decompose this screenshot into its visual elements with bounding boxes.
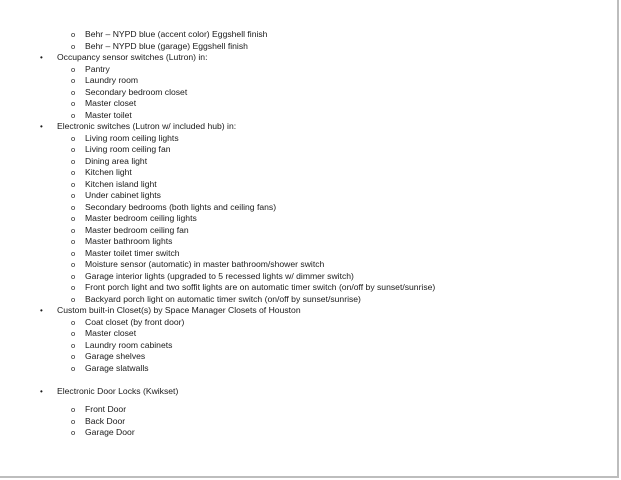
bullet-icon: •	[40, 122, 43, 131]
list-item: o Pantry	[71, 63, 110, 74]
list-item: o Kitchen island light	[71, 178, 157, 189]
hollow-circle-bullet-icon: o	[71, 99, 76, 108]
list-item: o Secondary bedroom closet	[71, 86, 188, 97]
hollow-circle-bullet-icon: o	[71, 225, 76, 235]
list-item: o Garage slatwalls	[71, 362, 149, 373]
hollow-circle-bullet-icon: o	[71, 237, 76, 246]
list-item: o Coat closet (by front door)	[71, 316, 185, 327]
list-item: o Secondary bedrooms (both lights and ceiling fans)	[71, 201, 277, 212]
list-item: o Front porch light and two soffit lights are on automatic timer switch (on/off by sunset/sunrise)	[71, 282, 436, 292]
section-heading-occupancy-sensors: • Occupancy sensor switches (Lutron) in:	[40, 52, 208, 62]
list-item: o Master bedroom ceiling fan	[71, 224, 189, 235]
list-item: o Front Door	[71, 404, 127, 414]
bullet-icon: •	[40, 386, 43, 396]
hollow-circle-bullet-icon: o	[71, 30, 76, 39]
hollow-circle-bullet-icon: o	[71, 340, 76, 350]
hollow-circle-bullet-icon: o	[71, 202, 76, 212]
list-item: o Master toilet	[71, 109, 132, 120]
section-heading-door-locks: • Electronic Door Locks (Kwikset)	[40, 385, 179, 396]
list-item: o Garage Door	[71, 427, 135, 437]
hollow-circle-bullet-icon: o	[71, 41, 76, 51]
bullet-icon: •	[40, 306, 43, 315]
list-item: o Laundry room	[71, 75, 139, 85]
list-item: o Under cabinet lights	[71, 190, 161, 200]
hollow-circle-bullet-icon: o	[71, 405, 76, 414]
hollow-circle-bullet-icon: o	[71, 317, 76, 327]
hollow-circle-bullet-icon: o	[71, 145, 76, 154]
list-item: o Master bathroom lights	[71, 236, 173, 246]
hollow-circle-bullet-icon: o	[71, 156, 76, 166]
list-item: o Garage shelves	[71, 351, 146, 361]
hollow-circle-bullet-icon: o	[71, 168, 76, 177]
document-body	[0, 29, 600, 439]
list-item: o Dining area light	[71, 155, 148, 166]
hollow-circle-bullet-icon: o	[71, 283, 76, 292]
list-item: o Moisture sensor (automatic) in master bathroom/shower switch	[71, 259, 325, 269]
section-heading-custom-closets: • Custom built-in Closet(s) by Space Manager Closets of Houston	[40, 305, 301, 315]
list-item: o Master toilet timer switch	[71, 247, 180, 258]
hollow-circle-bullet-icon: o	[71, 329, 76, 338]
hollow-circle-bullet-icon: o	[71, 352, 76, 361]
hollow-circle-bullet-icon: o	[71, 271, 76, 281]
hollow-circle-bullet-icon: o	[71, 214, 76, 223]
list-item: o Master closet	[71, 328, 137, 338]
list-item: o Behr – NYPD blue (accent color) Eggshell finish	[71, 29, 268, 39]
hollow-circle-bullet-icon: o	[71, 179, 76, 189]
hollow-circle-bullet-icon: o	[71, 363, 76, 373]
bullet-icon: •	[40, 53, 43, 62]
hollow-circle-bullet-icon: o	[71, 110, 76, 120]
list-item: o Back Door	[71, 415, 126, 426]
hollow-circle-bullet-icon: o	[71, 87, 76, 97]
hollow-circle-bullet-icon: o	[71, 133, 76, 143]
list-item: o Backyard porch light on automatic timer switch (on/off by sunset/sunrise)	[71, 293, 361, 304]
hollow-circle-bullet-icon: o	[71, 248, 76, 258]
hollow-circle-bullet-icon: o	[71, 76, 76, 85]
hollow-circle-bullet-icon: o	[71, 260, 76, 269]
list-item: o Living room ceiling lights	[71, 132, 179, 143]
list-item: o Behr – NYPD blue (garage) Eggshell finish	[71, 40, 248, 51]
hollow-circle-bullet-icon: o	[71, 428, 76, 437]
hollow-circle-bullet-icon: o	[71, 64, 76, 74]
list-item: o Master bedroom ceiling lights	[71, 213, 197, 223]
hollow-circle-bullet-icon: o	[71, 294, 76, 304]
list-item: o Living room ceiling fan	[71, 144, 171, 154]
list-item: o Garage interior lights (upgraded to 5 recessed lights w/ dimmer switch)	[71, 270, 354, 281]
hollow-circle-bullet-icon: o	[71, 191, 76, 200]
list-item: o Laundry room cabinets	[71, 339, 173, 350]
hollow-circle-bullet-icon: o	[71, 416, 76, 426]
list-item: o Master closet	[71, 98, 137, 108]
list-item: o Kitchen light	[71, 167, 132, 177]
section-heading-electronic-switches: • Electronic switches (Lutron w/ included hub) in:	[40, 121, 237, 131]
